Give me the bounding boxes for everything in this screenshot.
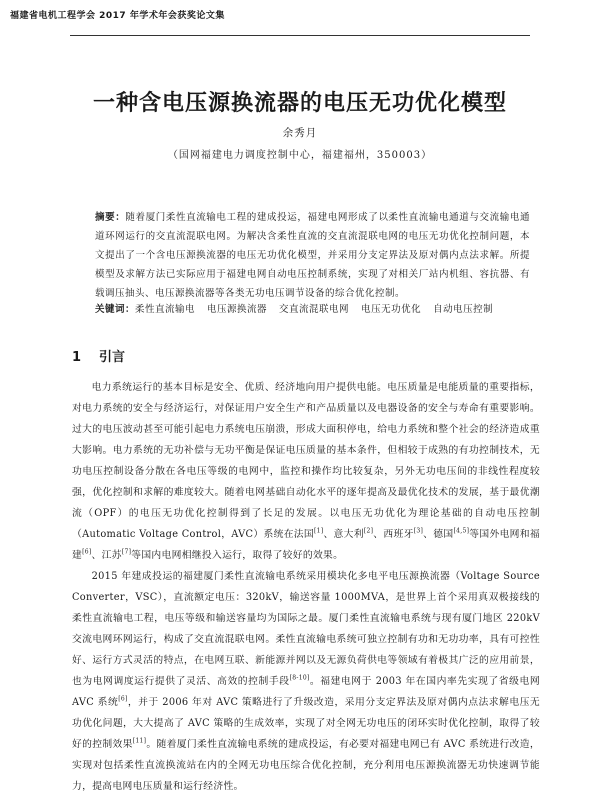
- text-run: 、意大利: [323, 529, 364, 540]
- author-name: 余秀月: [282, 127, 318, 139]
- text-run: 电力系统运行的基本目标是安全、优质、经济地向用户提供电能。电压质量是电能质量的重要指标，对电力系统的安全与经济运行，对保证用户安全生产和产品质量以及电器设备的安全与寿命有重要影响。过大的电压波动甚至可能引起电力系统电压崩溃，形成大面积停电，给电力系统和整个社会的经济造成重大影响。电力系统的无功补偿与无功平衡是保证电压质量的基本条件，但相较于成熟的有功控制技术，无功电压控制设备分散在各电压等级的电网中，监控和操作均比较复杂，另外无功电压间的非线性程度较强，优化控制和求解的难度较大。随着电网基础自动化水平的逐年提高及最优化技术的发展，基于最优潮流（OPF）的电压无功优化控制得到了长足的发展。以电压无功优化为理论基础的自动电压控制（Automatic Voltage Control，AVC）系统在法国: [72, 382, 540, 540]
- citation: [11]: [132, 737, 147, 745]
- citation: [8-10]: [289, 674, 310, 682]
- abstract-text: 随着厦门柔性直流输电工程的建成投运，福建电网形成了以柔性直流输电通道与交流输电通道环网运行的交直流混联电网。为解决含柔性直流的交直流混联电网的电压无功优化控制问题，本文提出了一个含电压源换流器的电压无功优化模型，并采用分支定界法及原对偶内点法求解。所提模型及求解方法已实际应用于福建电网自动电压控制系统，实现了对相关厂站内机组、容抗器、有载调压抽头、电压源换流器等各类无功电压调节设备的综合优化控制。: [95, 212, 530, 299]
- body-text: [72, 377, 540, 797]
- text-run: 等国外电网和福建: [72, 529, 540, 561]
- text-run: 、江苏: [91, 550, 122, 561]
- text-run: 2015 年建成投运的福建厦门柔性直流输电系统采用模块化多电平电压源换流器（Voltage Source Converter，VSC），直流额定电压：320kV，输送容量 1000MVA，是世界上首个采用真双极接线的柔性直流输电工程，电压等级和输送容量均为国际之最。厦门柔性直流输电系统与现有厦门地区 220kV 交流电网环网运行，构成了交直流混联电网。柔性直流输电系统可独立控制有功和无功功率，具有可控性好、运行方式灵活的特点，在电网互联、新能源并网以及无源负荷供电等领域有着极其广泛的应用前景，也为电网调度运行提供了灵活、高效的控制手段: [72, 571, 540, 687]
- citation: [6]: [118, 695, 128, 703]
- text-run: 。福建电网于 2003 年在国内率先实现了省级电网 AVC 系统: [72, 676, 540, 708]
- paragraph-2: [72, 566, 540, 797]
- keyword-item: 电压无功优化: [361, 304, 422, 315]
- text-run: 、德国: [423, 529, 454, 540]
- citation: [3]: [413, 527, 424, 535]
- header-rule: [70, 35, 530, 36]
- keyword-item: 柔性直流输电: [135, 304, 196, 315]
- paper-title: 一种含电压源换流器的电压无功优化模型: [92, 90, 507, 116]
- abstract-label: 摘要：: [95, 212, 126, 223]
- text-run: 、西班牙: [373, 529, 414, 540]
- section-heading: [72, 346, 125, 365]
- citation: [2]: [363, 527, 374, 535]
- section-title: 引言: [99, 350, 126, 365]
- author-affiliation: （国网福建电力调度控制中心，福建福州，350003）: [167, 150, 433, 161]
- keyword-item: 交直流混联电网: [279, 304, 350, 315]
- section-number: 1: [72, 350, 82, 365]
- text-run: ，并于 2006 年对 AVC 策略进行了升级改造，采用分支定界法及原对偶内点法求解电压无功优化问题，大大提高了 AVC 策略的生成效率，实现了对全网无功电压的闭环实时优化控制，取得了较好的控制效果: [72, 697, 541, 750]
- citation: [1]: [314, 527, 324, 535]
- citation: [4,5]: [453, 527, 470, 535]
- running-head: 福建省电机工程学会 2017 年学术年会获奖论文集: [10, 11, 225, 21]
- text-run: 。随着厦门柔性直流输电系统的建成投运，有必要对福建电网已有 AVC 系统进行改造，实现对包括柔性直流换流站在内的全网无功电压综合优化控制，充分利用电压源换流器无功快速调节能力，提高电网电压质量和运行经济性。: [72, 739, 540, 792]
- keyword-item: 电压源换流器: [207, 304, 268, 315]
- text-run: 等国内电网相继投入运行，取得了较好的效果。: [131, 550, 344, 561]
- abstract: [95, 208, 530, 303]
- keywords: [95, 301, 530, 315]
- keywords-label: 关键词：: [95, 304, 136, 315]
- citation: [7]: [121, 548, 132, 556]
- citation: [6]: [82, 548, 92, 556]
- paragraph-1: [72, 377, 540, 566]
- keyword-item: 自动电压控制: [433, 304, 494, 315]
